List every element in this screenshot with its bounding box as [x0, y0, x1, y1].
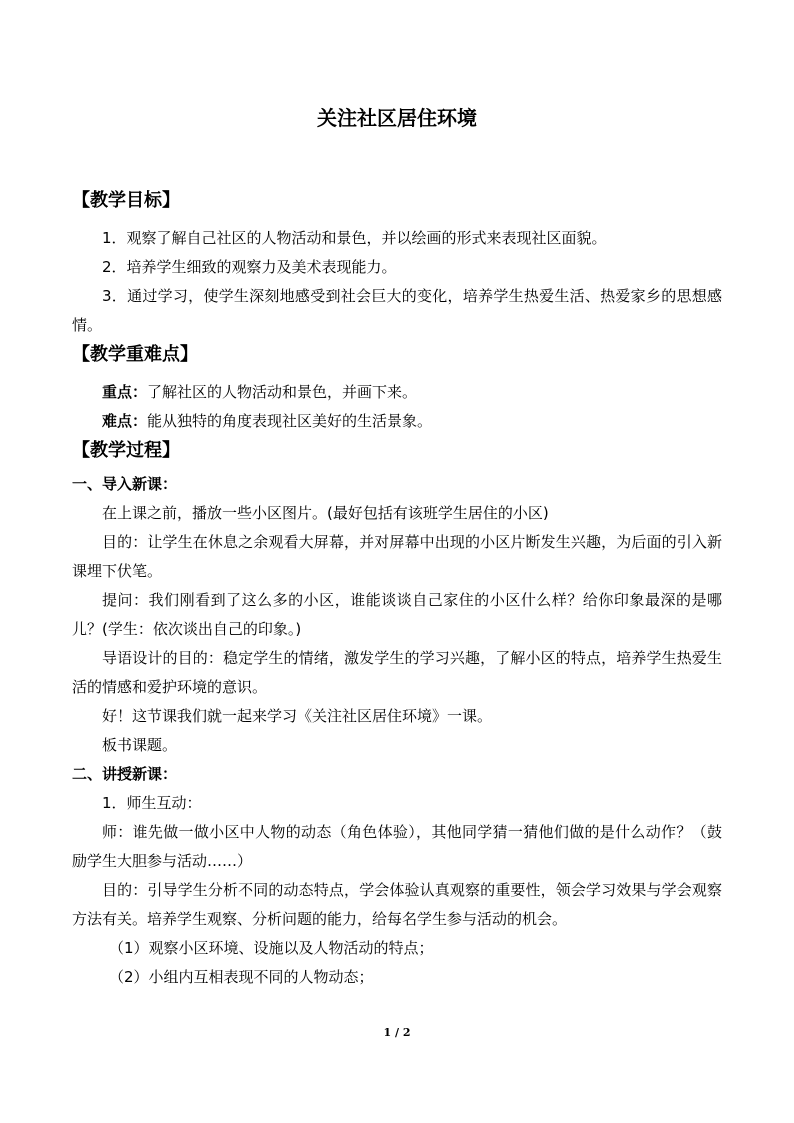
- page-number: 1 / 2: [383, 1026, 411, 1039]
- key-text: 了解社区的人物活动和景色，并画下来。: [147, 383, 418, 401]
- part2-heading: 二、讲授新课：: [72, 765, 178, 783]
- section-heading-process: 【教学过程】: [72, 440, 180, 461]
- part2-list-item: （2）小组内互相表现不同的人物动态；: [109, 968, 374, 986]
- section-heading-goals: 【教学目标】: [72, 190, 180, 211]
- part1-paragraph: 提问：我们刚看到了这么多的小区，谁能谈谈自己家住的小区什么样？给你印象最深的是哪儿？(学生：依次谈出自己的印象。): [72, 591, 722, 638]
- difficulty-text: 能从独特的角度表现社区美好的生活景象。: [147, 412, 433, 430]
- difficulty-line: [72, 407, 722, 436]
- part1-paragraph: 导语设计的目的：稳定学生的情绪，激发学生的学习兴趣，了解小区的特点，培养学生热爱生活的情感和爱护环境的意识。: [72, 649, 722, 696]
- part2-list-item: （1）观察小区环境、设施以及人物活动的特点；: [109, 939, 434, 957]
- goal-item: 1．观察了解自己社区的人物活动和景色，并以绘画的形式来表现社区面貌。: [102, 229, 607, 247]
- keypoint-line: [72, 378, 722, 407]
- goal-item: 3．通过学习，使学生深刻地感受到社会巨大的变化，培养学生热爱生活、热爱家乡的思想感情。: [72, 287, 722, 334]
- part2-paragraph: 师：谁先做一做小区中人物的动态（角色体验），其他同学猜一猜他们做的是什么动作？（鼓励学生大胆参与活动……）: [72, 823, 722, 870]
- page-title: 关注社区居住环境: [317, 106, 477, 130]
- part1-paragraph: 目的：让学生在休息之余观看大屏幕，并对屏幕中出现的小区片断发生兴趣，为后面的引入新课埋下伏笔。: [72, 533, 722, 580]
- part2-subheading: 1．师生互动：: [102, 794, 202, 812]
- part1-paragraph: 好！这节课我们就一起来学习《关注社区居住环境》一课。: [102, 707, 493, 725]
- section-heading-keypoints: 【教学重难点】: [72, 344, 198, 365]
- key-label: 重点：: [102, 383, 148, 401]
- document-body: [72, 186, 722, 992]
- part1-paragraph: 板书课题。: [102, 736, 178, 754]
- part1-paragraph: 在上课之前，播放一些小区图片。(最好包括有该班学生居住的小区): [102, 504, 549, 522]
- difficulty-label: 难点：: [102, 412, 148, 430]
- goal-item: 2．培养学生细致的观察力及美术表现能力。: [102, 258, 397, 276]
- part2-paragraph: 目的：引导学生分析不同的动态特点，学会体验认真观察的重要性，领会学习效果与学会观察方法有关。培养学生观察、分析问题的能力，给每名学生参与活动的机会。: [72, 881, 722, 928]
- part1-heading: 一、导入新课：: [72, 475, 178, 493]
